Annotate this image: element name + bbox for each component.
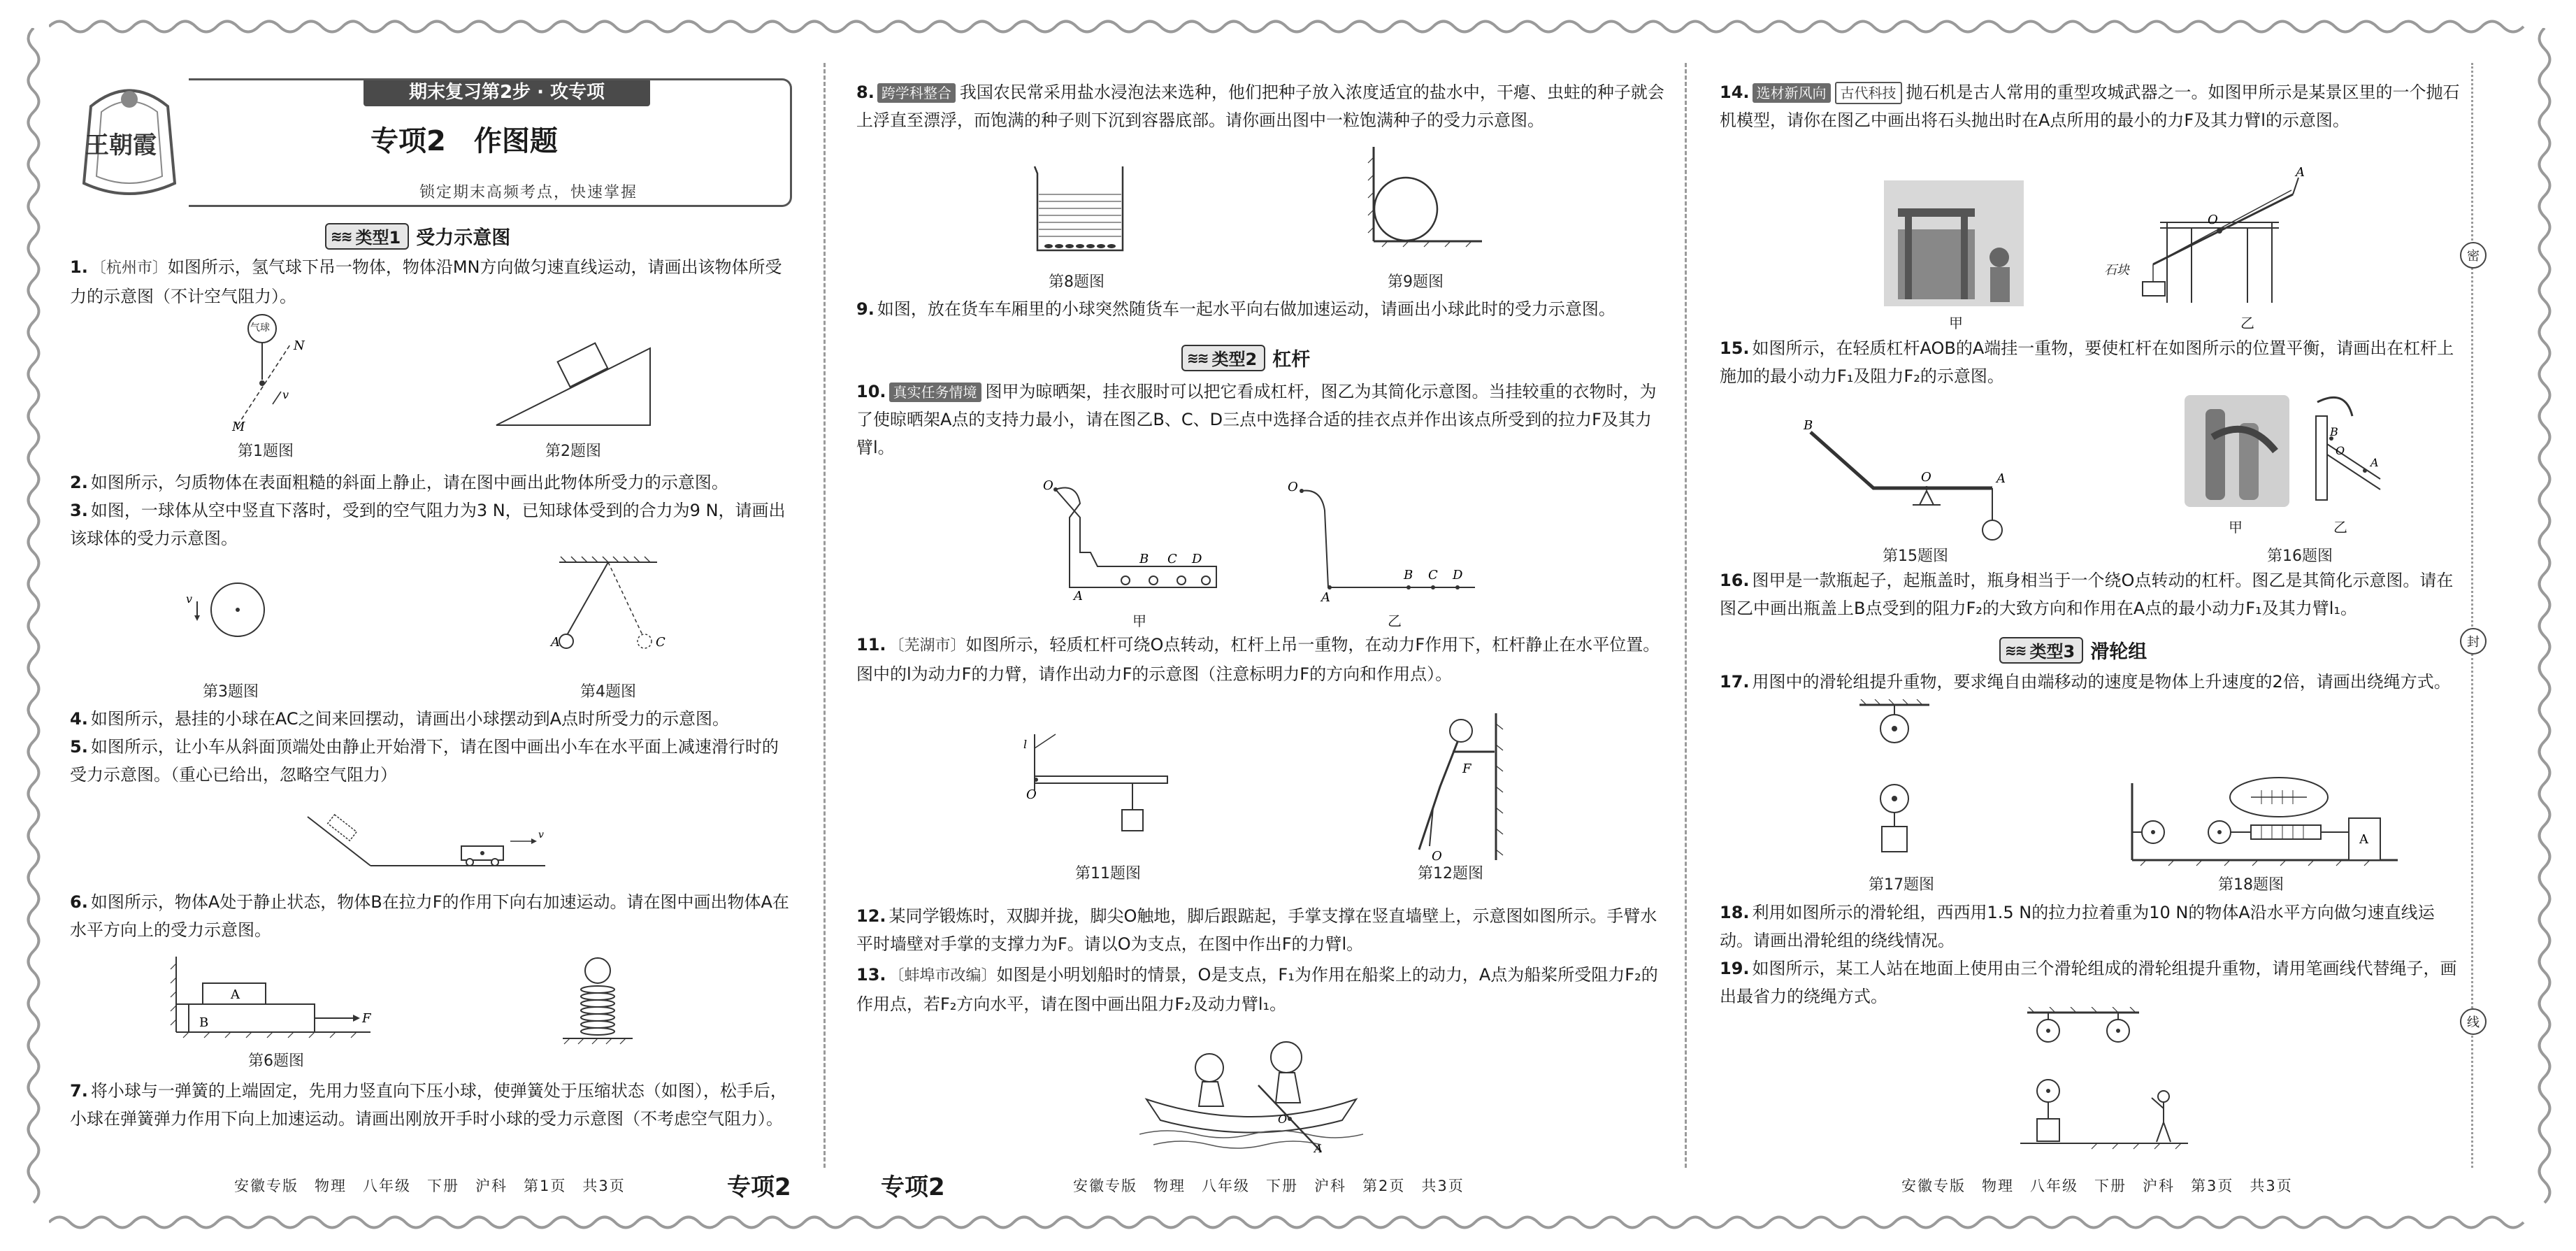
svg-text:B: B [1404,568,1413,582]
figure-7-spring [552,951,643,1056]
svg-text:M: M [232,420,245,432]
fig14-jia-label: 甲 [1949,315,1963,331]
svg-text:D: D [1453,568,1463,582]
side-mark-feng: 封 [2460,628,2487,655]
column-divider-1 [823,63,826,1168]
svg-text:A: A [2359,832,2368,847]
question-18: 18. 利用如图所示的滑轮组，西西用1.5 N的拉力拉着重为10 N的物体A沿水平方向做匀速直线运动。请画出滑轮组的绕线情况。 [1720,903,2435,950]
svg-text:O: O [1043,478,1053,493]
header-subtitle: 锁定期末高频考点，快速掌握 [419,184,638,201]
question-17: 17. 用图中的滑轮组提升重物，要求绳自由端移动的速度是物体上升速度的2倍，请画出绕绳方式。 [1720,672,2451,692]
question-15: 15. 如图所示，在轻质杠杆AOB的A端挂一重物，要使杠杆在如图所示的位置平衡，请画出在杠杆上施加的最小动力F₁及阻力F₂的示意图。 [1720,338,2454,386]
figure-2-incline [489,334,657,432]
svg-text:F: F [362,1011,371,1026]
caption-fig17: 第17题图 [1869,876,1934,894]
svg-text:B: B [1139,552,1149,566]
stone-label: 石块 [2104,263,2129,278]
fig16-yi-label: 乙 [2333,519,2347,536]
question-11: 11. 〔芜湖市〕如图所示，轻质杠杆可绕O点转动，杠杆上吊一重物，在动力F作用下，杠杆静止在水平位置。图中的l为动力F的力臂，请作出动力F的示意图（注意标明力F的方向和作用点）。 [856,635,1660,684]
figure-1-balloon [224,313,322,432]
figure-6-blocks [168,950,377,1041]
question-7: 7. 将小球与一弹簧的上端固定，先用力竖直向下压小球，使弹簧处于压缩状态（如图），松手后，小球在弹簧弹力作用下向上加速运动。请画出刚放开手时小球的受力示意图（不考虑空气阻力）。 [70,1081,787,1129]
question-1: 1. 〔杭州市〕如图所示，氢气球下吊一物体，物体沿MN方向做匀速直线运动，请画出该物体所受力的示意图（不计空气阻力）。 [70,257,782,306]
svg-text:O: O [2336,444,2345,457]
caption-fig4: 第4题图 [580,683,636,701]
figure-11-lever [1021,727,1174,839]
figure-13-rowing-boat [1139,1029,1363,1155]
svg-text:v: v [186,592,193,606]
wavy-border-left [20,28,48,1217]
svg-text:A: A [1321,590,1330,601]
binding-line [2471,63,2473,1168]
question-8: 8. 跨学科整合 我国农民常采用盐水浸泡法来选种，他们把种子放入浓度适宜的盐水中，干瘪、虫蛀的种子就会上浮直至漂浮，而饱满的种子则下沉到容器底部。请你画出图中一粒饱满种子的受力示意图。 [856,83,1664,130]
svg-text:C: C [656,635,665,650]
header-banner: 期末复习第2步 · 攻专项 [364,78,650,106]
figure-9-truck-ball [1360,143,1485,255]
type3-heading: ≋≋ 类型3 滑轮组 [1999,636,2147,664]
caption-fig18: 第18题图 [2218,876,2284,894]
caption-fig11: 第11题图 [1075,865,1141,882]
caption-fig9: 第9题图 [1388,273,1444,291]
figure-10-rack-jia [1042,476,1237,615]
figure-10-rack-yi [1286,476,1496,601]
svg-text:A: A [231,987,240,1002]
svg-text:O: O [1288,480,1298,494]
caption-fig16: 第16题图 [2267,548,2333,565]
logo-text: 王朝霞 [85,131,157,159]
caption-fig3: 第3题图 [203,683,259,701]
figure-8-beaker [1028,159,1132,257]
wavy-border-top [49,13,2527,41]
figure-18-horizontal-pulley [2125,769,2405,867]
type2-heading: ≋≋ 类型2 杠杆 [1181,344,1310,371]
wavy-border-right [2531,28,2559,1217]
question-6: 6. 如图所示，物体A处于静止状态，物体B在拉力F的作用下向右加速运动。请在图中画出物体A在水平方向上的受力示意图。 [70,892,789,940]
caption-fig2: 第2题图 [545,443,601,460]
footer-page1: 安徽专版 物理 八年级 下册 沪科 第1页 共3页 [234,1178,626,1194]
fig16-jia-label: 甲 [2229,519,2243,536]
column-divider-2 [1685,63,1687,1168]
svg-text:C: C [1428,568,1438,582]
svg-text:O: O [1921,470,1931,485]
question-2: 2. 如图所示，匀质物体在表面粗糙的斜面上静止，请在图中画出此物体所受力的示意图。 [70,473,728,492]
fig14-yi-label: 乙 [2240,315,2254,331]
footer-page2: 安徽专版 物理 八年级 下册 沪科 第2页 共3页 [1073,1178,1465,1194]
figure-19-three-pulleys [2013,1007,2195,1154]
svg-text:A: A [2370,456,2379,469]
svg-text:B: B [199,1015,209,1030]
figure-3-falling-ball [182,575,287,652]
figure-17-pulley-block [1852,699,1936,867]
fig10-jia-label: 甲 [1132,613,1146,629]
question-9: 9. 如图，放在货车车厢里的小球突然随货车一起水平向右做加速运动，请画出小球此时的受力示意图。 [856,299,1616,319]
footer-tag-left: 专项2 [727,1173,791,1201]
question-16: 16. 图甲是一款瓶起子，起瓶盖时，瓶身相当于一个绕O点转动的杠杆。图乙是其简化示意图。请在图乙中画出瓶盖上B点受到的阻力F₂的大致方向和作用在A点的最小动力F₁及其力臂l₁。 [1720,571,2454,618]
svg-text:O: O [2208,213,2218,227]
svg-text:A: A [551,635,560,650]
figure-12-pushup [1391,710,1517,864]
svg-text:A: A [2296,166,2305,180]
figure-14-photo-jia [1884,180,2024,306]
type1-heading: ≋≋ 类型1 受力示意图 [325,222,510,250]
question-4: 4. 如图所示，悬挂的小球在AC之间来回摆动，请画出小球摆动到A点时所受力的示意图。 [70,709,729,729]
svg-text:O: O [1026,787,1037,802]
footer-page3: 安徽专版 物理 八年级 下册 沪科 第3页 共3页 [1901,1178,2293,1194]
svg-text:O: O [1432,849,1442,864]
caption-fig1: 第1题图 [238,443,294,460]
svg-text:l: l [1023,738,1028,751]
svg-text:A: A [1996,471,2006,486]
figure-4-pendulum [538,554,678,659]
wavy-border-bottom [49,1208,2527,1236]
question-19: 19. 如图所示，某工人站在地面上使用由三个滑轮组成的滑轮组提升重物，请用笔画线代替绳子，画出最省力的绕绳方式。 [1720,959,2457,1006]
svg-text:O: O [1278,1113,1288,1126]
question-5: 5. 如图所示，让小车从斜面顶端处由静止开始滑下，请在图中画出小车在水平面上减速滑行时的受力示意图。（重心已给出，忽略空气阻力） [70,737,779,785]
svg-text:A: A [1314,1142,1323,1155]
question-14: 14. 选材新风向 古代科技 抛石机是古人常用的重型攻城武器之一。如图甲所示是某景区里的一个抛石机模型，请你在图乙中画出将石头抛出时在A点所用的最小的力F及其力臂l的示意图。 [1720,83,2460,130]
figure-5-cart [301,803,552,880]
footer-tag-right: 专项2 [881,1173,945,1201]
question-13: 13. 〔蚌埠市改编〕如图是小明划船时的情景，O是支点，F₁为作用在船桨上的动力，A点为船桨所受阻力F₂的作用点，若F₂方向水平，请在图中画出阻力F₂及动力臂l₁。 [856,965,1658,1014]
side-mark-xian: 线 [2460,1008,2487,1035]
svg-text:C: C [1167,552,1177,566]
caption-fig15: 第15题图 [1883,548,1948,565]
svg-text:D: D [1192,552,1202,566]
svg-text:v: v [282,388,289,401]
figure-15-bent-lever [1797,420,2020,545]
caption-fig6: 第6题图 [248,1052,304,1070]
svg-text:B: B [2330,425,2338,438]
svg-text:A: A [1074,589,1083,603]
fig10-yi-label: 乙 [1388,613,1402,629]
svg-text:F: F [1462,762,1472,776]
figure-16-photo-jia [2185,395,2289,507]
page-title: 专项2 作图题 [370,125,558,157]
side-mark-mi: 密 [2460,242,2487,269]
svg-text:B: B [1804,420,1813,433]
figure-14-catapult-yi [2125,166,2328,306]
question-10: 10. 真实任务情境 图甲为晾晒架，挂衣服时可以把它看成杠杆，图乙为其简化示意图。当挂较重的衣物时，为了使晾晒架A点的支持力最小，请在图乙B、C、D三点中选择合适的挂衣点并作出该点所受到的拉力F及其力臂l。 [856,382,1657,457]
question-3: 3. 如图，一球体从空中竖直下落时，受到的空气阻力为3 N，已知球体受到的合力为9 N，请画出该球体的受力示意图。 [70,501,786,548]
caption-fig12: 第12题图 [1418,865,1483,882]
svg-text:N: N [294,338,305,353]
figure-16-opener-yi [2303,388,2394,507]
question-12: 12. 某同学锻炼时，双脚并拢，脚尖O触地，脚后跟踮起，手掌支撑在竖直墙壁上，示意图如图所示。手臂水平时墙壁对手掌的支撑力为F。请以O为支点，在图中作出F的力臂l。 [856,906,1657,954]
svg-text:v: v [538,829,544,841]
caption-fig8: 第8题图 [1049,273,1104,291]
balloon-label: 气球 [250,322,270,334]
